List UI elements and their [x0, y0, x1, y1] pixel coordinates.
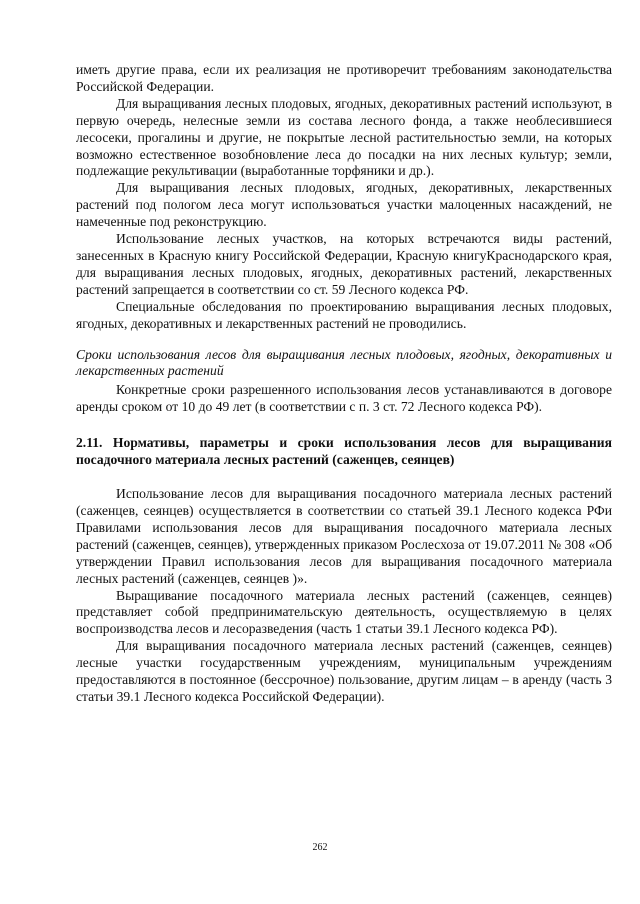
page-number: 262: [312, 842, 328, 853]
paragraph: Конкретные сроки разрешенного использования лесов устанавливаются в договоре аренды сроком от 10 до 49 лет (в соответствии с п. 3 ст. 72 Лесного кодекса РФ).: [76, 382, 612, 415]
paragraph: Выращивание посадочного материала лесных растений (саженцев, сеянцев) представляет собой предпринимательскую деятельность, осуществляемую в целях воспроизводства лесов и лесоразведения (часть 1 статьи 39.1 Лесного кодекса РФ).: [76, 587, 612, 637]
section-heading: 2.11. Нормативы, параметры и сроки использования лесов для выращивания посадочного материала лесных растений (саженцев, сеянцев): [76, 435, 612, 468]
page-content: [76, 62, 612, 706]
paragraph: Для выращивания посадочного материала лесных растений (саженцев, сеянцев) лесные участки государственным учреждениям, муниципальным учреждениям предоставляются в постоянное (бессрочное) пользование, другим лицам – в аренду (часть 3 статьи 39.1 Лесного кодекса Российской Федерации).: [76, 638, 612, 704]
paragraph: Специальные обследования по проектированию выращивания лесных плодовых, ягодных, декоративных и лекарственных растений не проводились.: [76, 298, 612, 331]
subsection-heading: Сроки использования лесов для выращивания лесных плодовых, ягодных, декоративных и лекарственных растений: [76, 346, 612, 379]
paragraph: Для выращивания лесных плодовых, ягодных, декоративных, лекарственных растений под пологом леса могут использоваться участки малоценных насаждений, не намеченные под реконструкцию.: [76, 180, 612, 230]
paragraph: Использование лесов для выращивания посадочного материала лесных растений (саженцев, сеянцев) осуществляется в соответствии со статьей 39.1 Лесного кодекса РФи Правилами использования лесов для выращивания посадочного материала лесных растений (саженцев, сеянцев), утвержденных приказом Рослесхоза от 19.07.2011 № 308 «Об утверждении Правил использования лесов для выращивания посадочного материала лесных растений (саженцев, сеянцев )».: [76, 486, 612, 586]
paragraph: иметь другие права, если их реализация не противоречит требованиям законодательства Российской Федерации.: [76, 62, 612, 94]
paragraph: Для выращивания лесных плодовых, ягодных, декоративных растений используют, в первую очередь, нелесные земли из состава лесного фонда, а также необлесившиеся лесосеки, прогалины и другие, не покрытые лесной растительностью земли, на которых возможно естественное возобновление леса до посадки на них лесных культур; земли, подлежащие рекультивации (выработанные торфяники и др.).: [76, 95, 612, 179]
paragraph: Использование лесных участков, на которых встречаются виды растений, занесенных в Красную книгу Российской Федерации, Красную книгуКраснодарского края, для выращивания лесных плодовых, ягодных, декоративных растений, лекарственных растений запрещается в соответствии со ст. 59 Лесного кодекса РФ.: [76, 231, 612, 297]
